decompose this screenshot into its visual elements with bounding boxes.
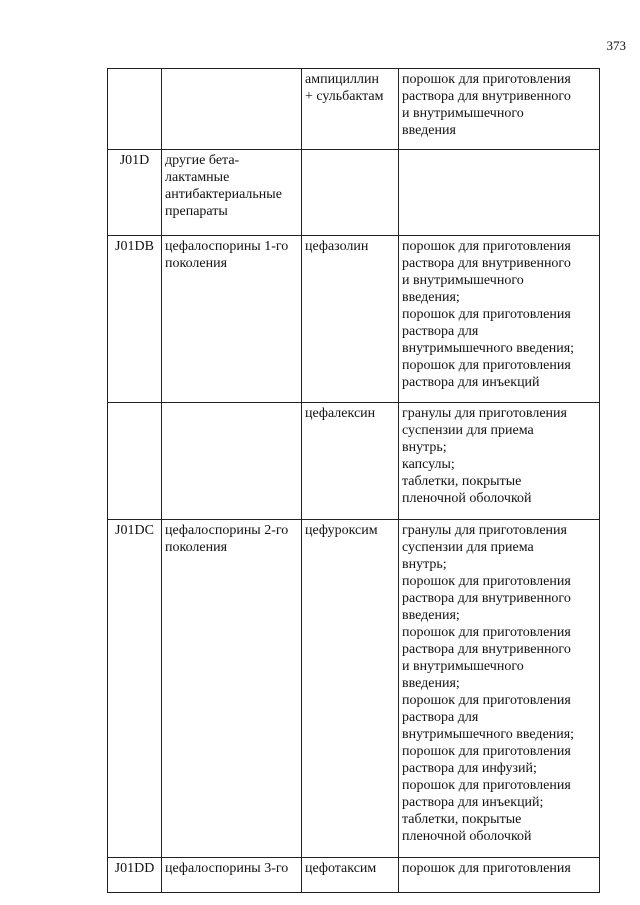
drug-cell: цефуроксим xyxy=(302,520,399,858)
table-row xyxy=(108,69,600,150)
atc-code-cell: J01DD xyxy=(108,858,162,893)
atc-code-cell xyxy=(108,69,162,150)
table-row xyxy=(108,403,600,520)
drug-cell: цефотаксим xyxy=(302,858,399,893)
drug-table xyxy=(107,68,600,893)
table-row xyxy=(108,236,600,403)
atc-code-cell: J01DC xyxy=(108,520,162,858)
group-cell xyxy=(162,403,302,520)
atc-code-cell: J01D xyxy=(108,150,162,236)
table-row xyxy=(108,150,600,236)
dosage-forms-cell: гранулы для приготовления суспензии для приема внутрь; порошок для приготовления раствора для внутривенного введения; порошок для приготовления раствора для внутривенного и внутримышечного введения; порошок для приготовления раствора для внутримышечного введения; порошок для приготовления раствора для инфузий; порошок для приготовления раствора для инъекций; таблетки, покрытые пленочной оболочкой xyxy=(399,520,600,858)
drug-cell: цефазолин xyxy=(302,236,399,403)
dosage-forms-cell: гранулы для приготовления суспензии для приема внутрь; капсулы; таблетки, покрытые пленочной оболочкой xyxy=(399,403,600,520)
group-cell: другие бета- лактамные антибактериальные препараты xyxy=(162,150,302,236)
drug-cell: цефалексин xyxy=(302,403,399,520)
group-cell: цефалоспорины 2-го поколения xyxy=(162,520,302,858)
dosage-forms-cell: порошок для приготовления раствора для внутривенного и внутримышечного введения; порошок для приготовления раствора для внутримышечного введения; порошок для приготовления раствора для инъекций xyxy=(399,236,600,403)
table-row xyxy=(108,858,600,893)
dosage-forms-cell: порошок для приготовления xyxy=(399,858,600,893)
table-row xyxy=(108,520,600,858)
atc-code-cell xyxy=(108,403,162,520)
drug-cell: ампициллин + сульбактам xyxy=(302,69,399,150)
page-number: 373 xyxy=(606,38,626,53)
dosage-forms-cell: порошок для приготовления раствора для внутривенного и внутримышечного введения xyxy=(399,69,600,150)
dosage-forms-cell xyxy=(399,150,600,236)
group-cell xyxy=(162,69,302,150)
group-cell: цефалоспорины 3-го xyxy=(162,858,302,893)
group-cell: цефалоспорины 1-го поколения xyxy=(162,236,302,403)
drug-cell xyxy=(302,150,399,236)
atc-code-cell: J01DB xyxy=(108,236,162,403)
